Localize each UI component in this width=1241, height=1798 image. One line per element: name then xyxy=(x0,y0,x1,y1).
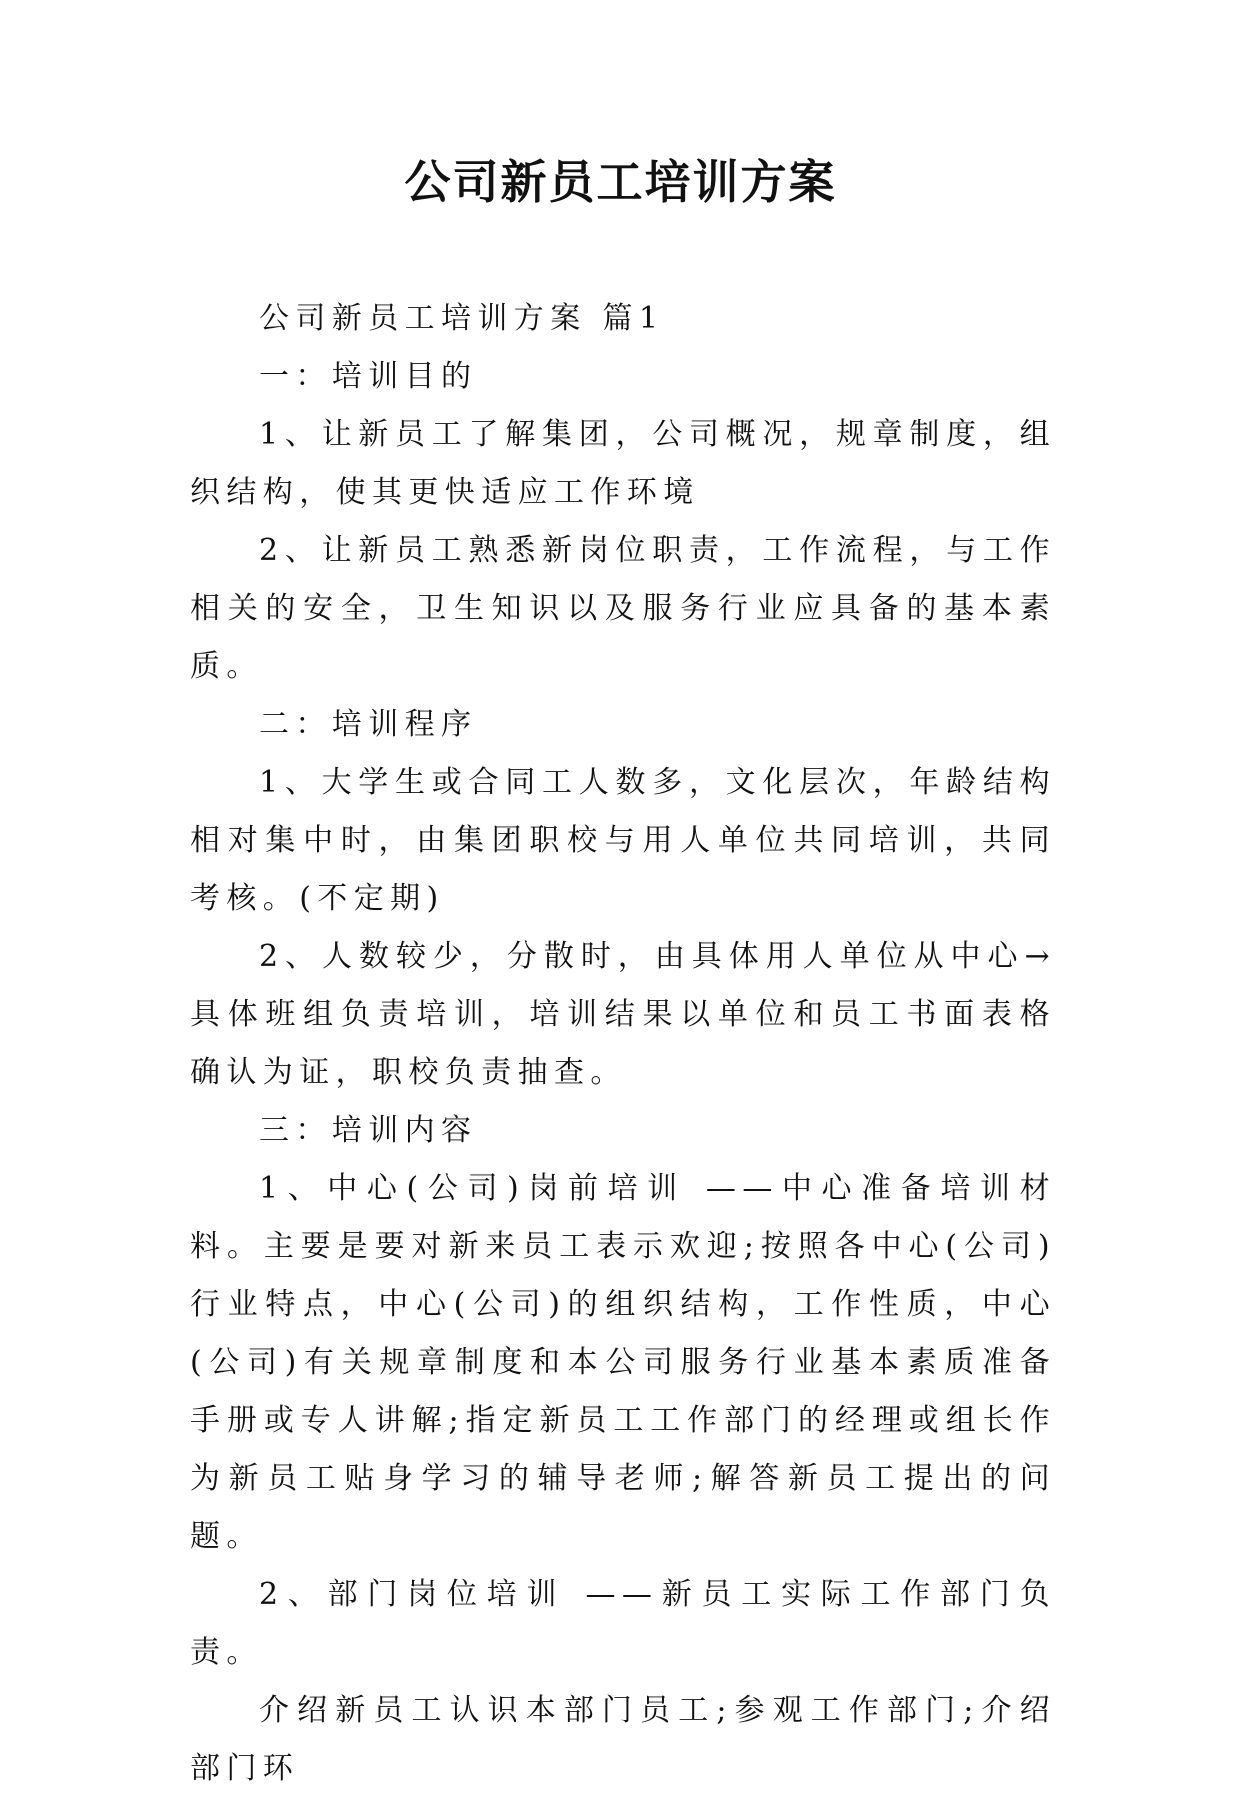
paragraph-content-2: 2、部门岗位培训 ——新员工实际工作部门负责。 xyxy=(190,1577,1056,1670)
section-heading-objectives: 一：培训目的 xyxy=(259,359,478,394)
paragraph-objective-1: 1、让新员工了解集团，公司概况，规章制度，组织结构，使其更快适应工作环境 xyxy=(190,417,1056,510)
paragraph-procedure-1: 1、大学生或合同工人数多，文化层次，年龄结构相对集中时，由集团职校与用人单位共同培训，共同考核。(不定期) xyxy=(190,765,1056,916)
document-body xyxy=(190,290,1056,1798)
paragraph-procedure-2: 2、人数较少，分散时，由具体用人单位从中心→具体班组负责培训，培训结果以单位和员工书面表格确认为证，职校负责抽查。 xyxy=(190,939,1056,1090)
section-heading-procedure: 二：培训程序 xyxy=(259,707,478,742)
section-heading-part-1: 公司新员工培训方案 篇1 xyxy=(259,301,665,336)
paragraph-content-2-detail: 介绍新员工认识本部门员工;参观工作部门;介绍部门环 xyxy=(190,1693,1056,1786)
paragraph-objective-2: 2、让新员工熟悉新岗位职责，工作流程，与工作相关的安全，卫生知识以及服务行业应具备的基本素质。 xyxy=(190,533,1056,684)
section-heading-content: 三：培训内容 xyxy=(259,1113,478,1148)
paragraph-content-1: 1、中心(公司)岗前培训 ——中心准备培训材料。主要是要对新来员工表示欢迎;按照各中心(公司)行业特点，中心(公司)的组织结构，工作性质，中心(公司)有关规章制度和本公司服务行业基本素质准备手册或专人讲解;指定新员工工作部门的经理或组长作为新员工贴身学习的辅导老师;解答新员工提出的问题。 xyxy=(190,1171,1056,1554)
document-title: 公司新员工培训方案 xyxy=(404,155,837,209)
